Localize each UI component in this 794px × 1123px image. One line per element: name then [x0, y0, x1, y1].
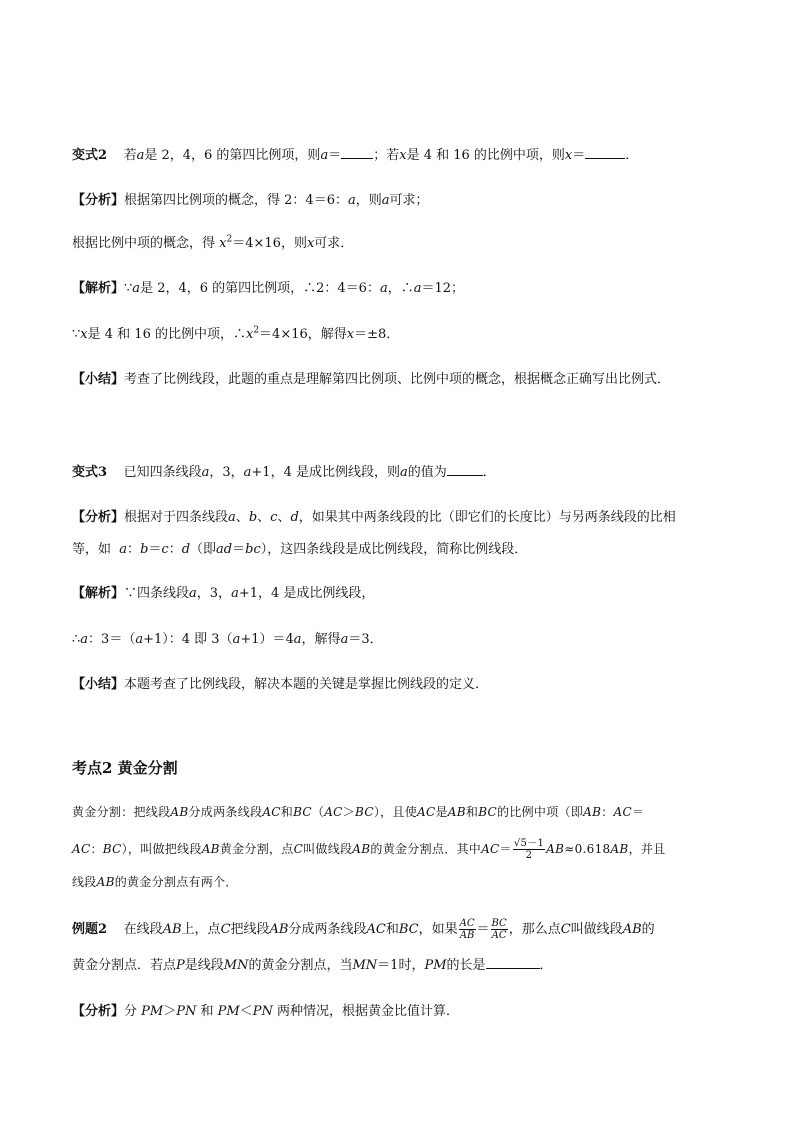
answer-blank-pm[interactable]: [486, 956, 540, 969]
golden-ratio-fraction: $\frac{√5-1}{2}$: [513, 838, 545, 861]
example2-analysis: 【分析】分 PM＞PN 和 PM＜PN 两种情况，根据黄金比值计算．: [72, 1004, 460, 1019]
golden-section-definition-2: AC：BC），叫做把线段AB黄金分割，点C叫做线段AB的黄金分割点．其中AC＝ $\frac{√5-1}{2}$ AB≈0.618AB，并且: [72, 838, 666, 861]
section-heading: 考点2 黄金分割: [72, 759, 178, 777]
variant3-solution-2: ∴a：3＝（a+1）：4 即 3（a+1）＝4a，解得a＝3．: [72, 632, 383, 647]
variant3-label: 变式3: [72, 465, 108, 480]
variant2-analysis: 【分析】根据第四比例项的概念，得 2：4＝6：a，则a可求；: [72, 193, 429, 208]
variant3-analysis: 【分析】根据对于四条线段a、b、c、d，如果其中两条线段的比（即它们的长度比）与另两条线段的比相: [72, 510, 676, 525]
golden-section-definition: 黄金分割：把线段AB分成两条线段AC和BC（AC＞BC），且使AC是AB和BC的比例中项（即AB：AC＝: [72, 805, 645, 819]
ratio-ac-ab: $\frac{AC}{AB}$: [459, 918, 475, 941]
variant2-analysis-2: 根据比例中项的概念，得 $x^2=4\times 16$，则x可求．: [72, 234, 354, 251]
variant2-solution: 【解析】∵a是 2，4，6 的第四比例项，∴2：4＝6：a，∴a＝12；: [72, 281, 465, 296]
example2-label: 例题2: [72, 922, 108, 937]
variant2-label: 变式2: [72, 148, 108, 163]
variant3-solution: 【解析】∵四条线段a，3，a+1，4 是成比例线段，: [72, 586, 375, 601]
variant3-question: 变式3 已知四条线段a，3，a+1，4 是成比例线段，则a的值为 ．: [72, 465, 496, 480]
variant2-question: 变式2 若a是 2，4，6 的第四比例项，则a＝ ；若x是 4 和 16 的比例中项，则x＝ ．: [72, 148, 639, 163]
golden-section-definition-3: 线段AB的黄金分割点有两个．: [72, 875, 238, 889]
variant2-summary: 【小结】考查了比例线段，此题的重点是理解第四比例项、比例中项的概念，根据概念正确写出比例式．: [72, 372, 671, 387]
answer-blank-x[interactable]: [585, 146, 625, 159]
answer-blank-a-value[interactable]: [447, 463, 483, 476]
ratio-bc-ac: $\frac{BC}{AC}$: [491, 918, 507, 941]
variant3-summary: 【小结】本题考查了比例线段，解决本题的关键是掌握比例线段的定义．: [72, 677, 489, 692]
example2-question: 例题2 在线段AB上，点C把线段AB分成两条线段AC和BC，如果 $\frac{AC}{AB}$ ＝ $\frac{BC}{AC}$ ，那么点C叫做线段AB的: [72, 918, 655, 941]
answer-blank-a[interactable]: [341, 146, 373, 159]
variant3-analysis-2: 等，如 a：b＝c：d（即ad＝bc），这四条线段是成比例线段，简称比例线段．: [72, 542, 528, 557]
variant2-solution-2: ∵x是 4 和 16 的比例中项，$\therefore x^2=4\times 16$，解得x＝±8．: [72, 325, 400, 342]
example2-question-2: 黄金分割点．若点P是线段MN的黄金分割点，当MN＝1时，PM的长是 ．: [72, 958, 553, 973]
